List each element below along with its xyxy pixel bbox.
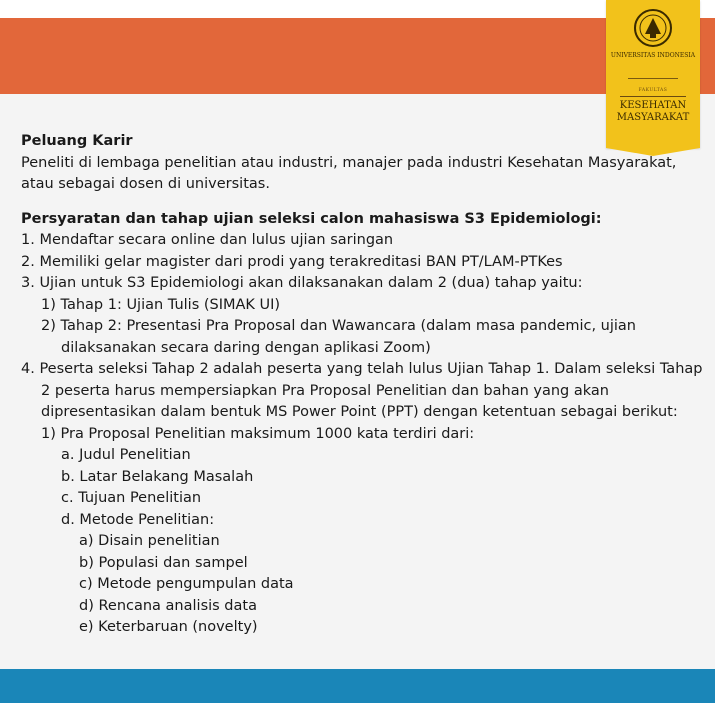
subsub-item-e: e) Keterbaruan (novelty)	[79, 619, 258, 635]
sub-item-c: c. Tujuan Penelitian	[61, 490, 202, 506]
subsub-item-a: a) Disain penelitian	[79, 533, 220, 549]
subsub-item-c: c) Metode pengumpulan data	[79, 576, 294, 592]
career-text: Peneliti di lembaga penelitian atau industri, manajer pada industri Kesehatan Masyarakat, atau sebagai dosen di universitas.	[21, 154, 677, 192]
makara-seal-icon	[633, 8, 673, 48]
list-item-3-1: 1) Tahap 1: Ujian Tulis (SIMAK UI)	[41, 296, 281, 313]
career-heading: Peluang Karir	[21, 133, 133, 149]
section-gap	[21, 196, 709, 209]
list-item-3-2: 2) Tahap 2: Presentasi Pra Proposal dan Wawancara (dalam masa pandemic, ujian dilaksanakan secara daring dengan aplikasi Zoom)	[41, 318, 636, 356]
requirements-heading: Persyaratan dan tahap ujian seleksi calon mahasiswa S3 Epidemiologi:	[21, 210, 602, 227]
subsub-item-b: b) Populasi dan sampel	[79, 554, 248, 571]
logo-signature-mark	[628, 70, 678, 79]
logo-faculty-name: KESEHATAN MASYARAKAT	[616, 100, 690, 123]
logo-university-name: UNIVERSITAS INDONESIA	[610, 52, 696, 59]
footer-blue-band	[0, 669, 715, 703]
sub-item-a: a. Judul Penelitian	[61, 447, 191, 463]
list-item-1: 1. Mendaftar secara online dan lulus ujian saringan	[21, 232, 394, 248]
list-item-4: 4. Peserta seleksi Tahap 2 adalah peserta yang telah lulus Ujian Tahap 1. Dalam seleksi Tahap 2 peserta harus mempersiapkan Pra Proposal Penelitian dan bahan yang akan dipresentasikan dalam bentuk MS Power Point (PPT) dengan ketentuan sebagai berikut:	[21, 361, 703, 420]
logo-divider	[620, 96, 686, 97]
logo-faculty-label: FAKULTAS	[638, 88, 668, 93]
list-item-2: 2. Memiliki gelar magister dari prodi yang terakreditasi BAN PT/LAM-PTKes	[21, 253, 563, 270]
document-body	[21, 131, 709, 639]
sub-item-d: d. Metode Penelitian:	[61, 511, 215, 528]
subsub-item-d: d) Rencana analisis data	[79, 597, 257, 614]
faculty-logo	[606, 0, 700, 148]
list-item-3: 3. Ujian untuk S3 Epidemiologi akan dilaksanakan dalam 2 (dua) tahap yaitu:	[21, 275, 583, 291]
sub-item-b: b. Latar Belakang Masalah	[61, 468, 254, 485]
bottom-white-strip	[0, 703, 715, 715]
list-item-4-1: 1) Pra Proposal Penelitian maksimum 1000 kata terdiri dari:	[41, 425, 475, 442]
